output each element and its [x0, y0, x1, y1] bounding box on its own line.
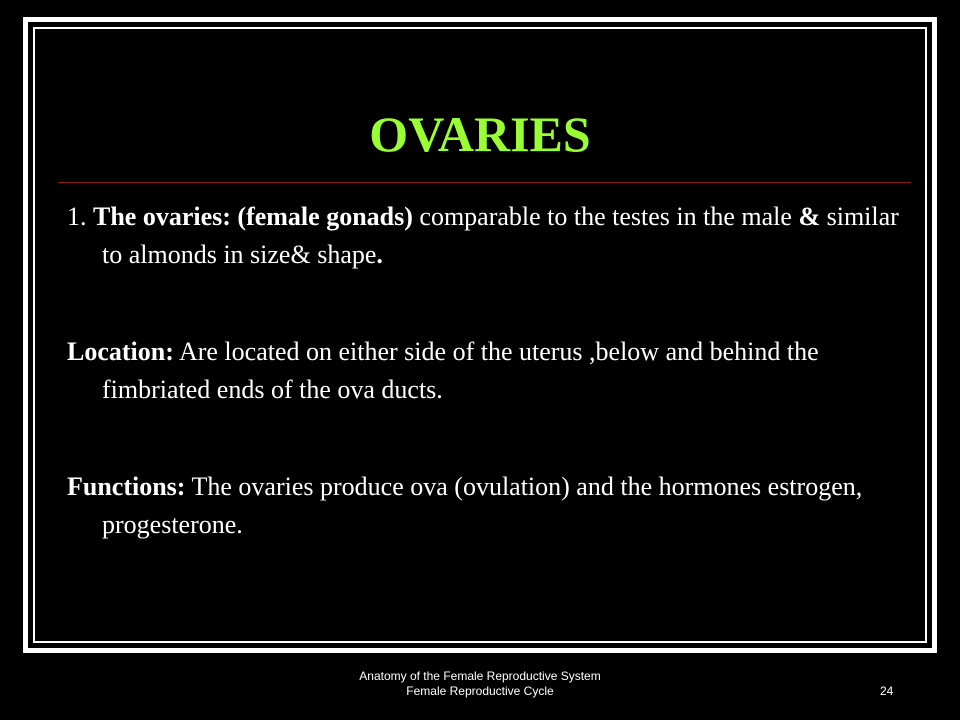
bold-term-functions: Functions: — [67, 472, 186, 501]
slide-body — [67, 198, 917, 544]
bold-term-location: Location: — [67, 337, 174, 366]
page-number: 24 — [880, 684, 894, 698]
paragraph-location — [67, 333, 917, 409]
footer-line-1: Anatomy of the Female Reproductive System — [359, 669, 601, 683]
text-segment: comparable to the testes in the male — [412, 202, 799, 231]
text-segment: The ovaries produce ova (ovulation) and the hormones estrogen, progesterone. — [102, 472, 863, 539]
bold-term-ovaries: The ovaries: (female gonads) — [93, 202, 413, 231]
footer-line-2: Female Reproductive Cycle — [406, 684, 554, 698]
bold-ampersand: & — [798, 202, 821, 231]
paragraph-ovaries-description — [67, 198, 917, 274]
slide-footer — [0, 669, 960, 699]
text-segment: 1. — [67, 202, 93, 231]
text-segment: Are located on either side of the uterus ,below and behind the fimbriated ends of the ova ducts. — [102, 337, 819, 404]
slide-title: OVARIES — [369, 106, 591, 162]
bold-period: . — [376, 240, 383, 269]
paragraph-functions — [67, 468, 917, 544]
text-segment: similar to almonds in size& shape — [102, 202, 899, 269]
title-divider — [58, 182, 911, 183]
